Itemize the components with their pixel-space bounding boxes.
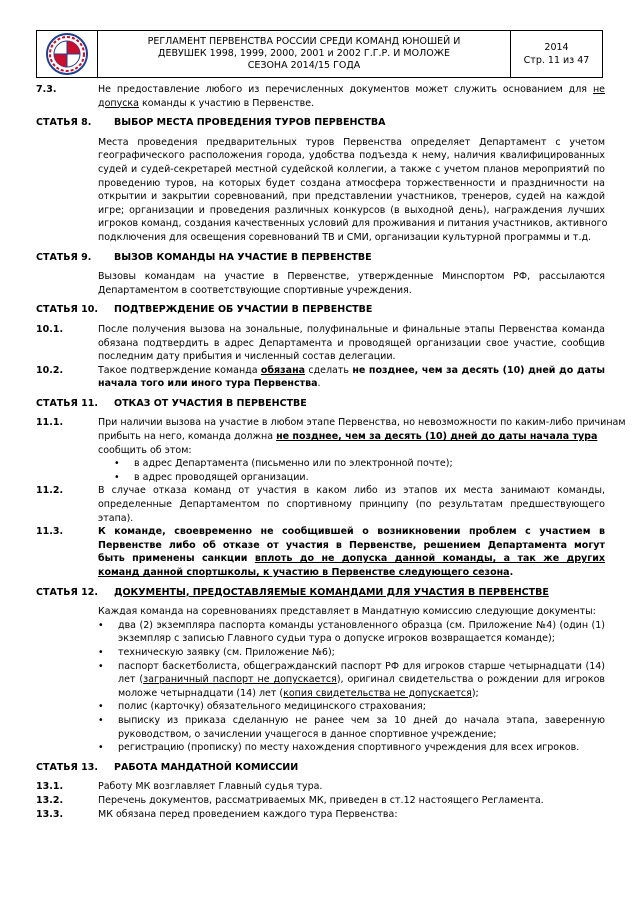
clause-number: 13.1.: [36, 781, 64, 793]
text-line: [98, 377, 605, 391]
text-span: );: [471, 687, 479, 699]
article-number: СТАТЬЯ 12.: [36, 586, 98, 598]
clause-number: 11.1.: [36, 417, 64, 429]
logo-cell: [37, 31, 98, 77]
text-line: обязана подтвердить в адрес Департамента и проводящей организации свое участие, сообщив: [98, 337, 605, 349]
text-line: выписку из приказа сделанную не ранее чем за 10 дней до начала этапа, заверенную: [118, 714, 605, 726]
bullet-icon: •: [98, 619, 104, 631]
list-item: [98, 714, 605, 741]
clause-11-2: [36, 484, 605, 525]
bullet-icon: •: [98, 701, 104, 713]
article-title: ВЫЗОВ КОМАНДЫ НА УЧАСТИЕ В ПЕРВЕНСТВЕ: [114, 251, 372, 263]
clause-number: 10.2.: [36, 364, 64, 376]
text-line: Первенстве либо об отказе от участия в Первенстве, решением Департамента могут: [98, 539, 605, 551]
text-span: лет (: [118, 674, 144, 686]
article-title: ВЫБОР МЕСТА ПРОВЕДЕНИЯ ТУРОВ ПЕРВЕНСТВА: [114, 117, 386, 129]
clause-number: 11.2.: [36, 485, 64, 497]
text-line: [98, 430, 626, 444]
clause-text: Работу МК возглавляет Главный судья тура.: [98, 781, 323, 793]
text-line: В случае отказа команд от участия в каком либо из этапов их места занимают команды,: [98, 485, 605, 497]
list-item-text: техническую заявку (см. Приложение №6);: [118, 646, 335, 658]
bullet-icon: •: [98, 646, 104, 658]
text-span: .: [509, 567, 514, 578]
list-item-text: [118, 714, 605, 741]
title-line-2: ДЕВУШЕК 1998, 1999, 2000, 2001 и 2002 Г.Г.Р. И МОЛОЖЕ: [158, 48, 450, 59]
emphasis-text: не позднее, чем за десять (10) дней до даты начала тура: [276, 431, 598, 443]
bullet-icon: •: [98, 742, 104, 754]
article-title: РАБОТА МАНДАТНОЙ КОМИССИИ: [114, 761, 299, 773]
underlined-text: заграничный паспорт не допускается: [143, 674, 337, 686]
clause-13-3: [36, 808, 605, 822]
article-number: СТАТЬЯ 9.: [36, 251, 92, 263]
text-line: руководством, о зачислении учащегося в данное спортивное учреждение;: [118, 728, 497, 740]
clause-number: 10.1.: [36, 323, 64, 335]
list-item-text: [118, 619, 605, 646]
list-item: [98, 646, 605, 660]
text-line: последним дату прибытия и численный состав делегации.: [98, 351, 396, 363]
clause-text: [98, 323, 605, 364]
text-span: быть применены санкции: [98, 553, 255, 565]
clause-13-2: [36, 794, 605, 808]
text-line: этапа).: [98, 512, 134, 524]
text-line: географического расположения города, удобства подъезда к нему, наличия квалифицированных: [98, 150, 605, 162]
article-12-heading: [36, 586, 605, 600]
clause-text: [98, 416, 626, 484]
article-10-heading: [36, 303, 605, 317]
article-9-heading: [36, 251, 605, 265]
clause-text: [98, 83, 605, 110]
clause-number: 13.2.: [36, 794, 64, 806]
list-item: [114, 457, 626, 471]
bullet-icon: •: [114, 471, 120, 483]
text-line: игре; организации и проведения различных конкурсов (в выходной день), награждения лучших: [98, 204, 605, 216]
text-line: [118, 673, 605, 687]
emphasis-text: обязана: [260, 364, 306, 376]
document-title: [98, 31, 511, 77]
text-span: сделать: [305, 364, 353, 376]
article-number: СТАТЬЯ 11.: [36, 397, 98, 409]
article-13-heading: [36, 761, 605, 775]
header-year: 2014: [544, 42, 569, 53]
list-item: [98, 741, 605, 755]
text-line: игроков команд, создания качественных условий для проживания и питания участников, активного: [98, 218, 608, 230]
article-number: СТАТЬЯ 13.: [36, 761, 98, 773]
underlined-text: допуска: [98, 97, 139, 109]
text-line: открытии и закрытии соревнований, при представлении участников, тренеров, судей на каждой: [98, 191, 605, 203]
page-number: Стр. 11 из 47: [523, 55, 590, 66]
emphasis-text: не позднее, чем за десять (10) дней до даты: [352, 364, 605, 376]
underlined-text: не: [592, 84, 605, 95]
article-9-text: [98, 270, 605, 297]
list-item: [98, 660, 605, 701]
clause-number: 7.3.: [36, 84, 57, 95]
article-title: ОТКАЗ ОТ УЧАСТИЯ В ПЕРВЕНСТВЕ: [114, 397, 307, 409]
text-line: экземпляр с записью Главного судьи тура о допуске игроков возвращается команде);: [118, 633, 555, 645]
text-line: К команде, своевременно не сообщившей о возникновении проблем с участием в: [98, 526, 605, 538]
list-item: [98, 619, 605, 646]
text-span: .: [317, 378, 321, 390]
text-line: [98, 97, 605, 111]
list-item-text: в адрес проводящей организации.: [134, 471, 309, 483]
text-line: определенные Департаментом по спортивному принципу (по результатам предшествующего: [98, 499, 605, 511]
bullet-icon: •: [114, 458, 120, 470]
text-line: паспорт баскетболиста, общегражданский паспорт РФ для игроков старше четырнадцати (14): [118, 660, 605, 672]
text-line: подключения для освещения соревнований ТВ и СМИ, организации культурной программы и т.д.: [98, 231, 592, 243]
article-11-heading: [36, 397, 605, 411]
article-number: СТАТЬЯ 8.: [36, 117, 92, 129]
title-line-1: РЕГЛАМЕНТ ПЕРВЕНСТВА РОССИИ СРЕДИ КОМАНД ЮНОШЕЙ И: [147, 36, 461, 47]
article-title: ПОДТВЕРЖДЕНИЕ ОБ УЧАСТИИ В ПЕРВЕНСТВЕ: [114, 304, 373, 316]
text-line: [98, 552, 605, 566]
clause-text: [98, 364, 605, 391]
text-line: После получения вызова на зональные, полуфинальные и финальные этапы Первенства команда: [98, 323, 605, 335]
text-line: [118, 687, 605, 701]
article-number: СТАТЬЯ 10.: [36, 304, 98, 316]
list-item: [114, 471, 626, 485]
clause-number: 11.3.: [36, 526, 64, 538]
underlined-text: копия свидетельства не допускается: [283, 687, 472, 699]
text-line: сообщить об этом:: [98, 444, 192, 456]
text-span: прибыть на него, команда должна: [98, 431, 277, 443]
text-span: команды к участию в Первенстве.: [139, 97, 315, 109]
underlined-text: вплоть до не допуска данной команды, а так же других: [254, 553, 605, 565]
text-span: Такое подтверждение команда: [98, 364, 261, 376]
document-body: [36, 83, 626, 821]
clause-number: 13.3.: [36, 808, 64, 820]
text-span: ), оригинал свидетельства о рождении для игроков: [336, 674, 605, 686]
text-line: судей и судей-секретарей местной судейской коллегии, а также с учетом планов мероприятий по: [98, 163, 605, 175]
article-title: ДОКУМЕНТЫ, ПРЕДОСТАВЛЯЕМЫЕ КОМАНДАМИ ДЛЯ УЧАСТИЯ В ПЕРВЕНСТВЕ: [114, 586, 549, 598]
article-12-text: [98, 605, 605, 755]
clause-text: МК обязана перед проведением каждого тура Первенства:: [98, 808, 398, 820]
clause-text: [98, 525, 605, 579]
title-line-3: СЕЗОНА 2014/15 ГОДА: [247, 60, 361, 71]
text-line: Вызовы командам на участие в Первенстве, утвержденные Минспортом РФ, рассылаются: [98, 271, 605, 283]
bullet-icon: •: [98, 660, 104, 672]
article-8-text: [98, 136, 608, 245]
text-line: [98, 566, 605, 580]
page-header: [36, 30, 603, 78]
clause-text: Перечень документов, рассматриваемых МК, приведен в ст.12 настоящего Регламента.: [98, 794, 544, 806]
list-item-text: [118, 660, 605, 701]
text-span: моложе четырнадцати (14) лет (: [118, 687, 284, 699]
article-8-heading: [36, 116, 605, 130]
clause-10-2: [36, 364, 605, 391]
bullet-icon: •: [98, 714, 104, 726]
clause-10-1: [36, 323, 605, 364]
list-item-text: полис (карточку) обязательного медицинского страхования;: [118, 701, 426, 713]
text-line: проведению туров, на которых будет создана атмосфера торжественности и праздничности на: [98, 177, 605, 189]
text-line: Департаментом в соответствующие спортивные учреждения.: [98, 284, 412, 296]
clause-text: [98, 484, 605, 525]
text-line: Каждая команда на соревнованиях представляет в Мандатную комиссию следующие документы:: [98, 606, 596, 618]
header-page-info: [511, 31, 602, 77]
federation-basketball-logo-icon: [45, 32, 89, 76]
text-line: [98, 364, 605, 378]
underlined-text: команд данной спортшколы, к участию в Первенстве следующего сезона: [98, 567, 510, 578]
list-item-text: регистрацию (прописку) по месту нахождения спортивного учреждения для всех игроков.: [118, 742, 580, 754]
text-span: Не предоставление любого из перечисленных документов может служить основанием для: [98, 84, 588, 95]
clause-11-1: [36, 416, 626, 484]
text-line: [98, 83, 605, 97]
text-line: При наличии вызова на участие в любом этапе Первенства, но невозможности по каким-либо причинам: [98, 417, 626, 429]
clause-13-1: [36, 780, 605, 794]
list-item-text: в адрес Департамента (письменно или по электронной почте);: [134, 458, 453, 470]
emphasis-text: начала того или иного тура Первенства: [98, 378, 318, 390]
text-line: два (2) экземпляра паспорта команды установленного образца (см. Приложение №4) (один (1): [118, 619, 605, 631]
text-line: Места проведения предварительных туров Первенства определяет Департамент с учетом: [98, 136, 605, 148]
clause-7-3: [36, 83, 605, 110]
clause-11-3: [36, 525, 605, 579]
list-item: [98, 700, 605, 714]
